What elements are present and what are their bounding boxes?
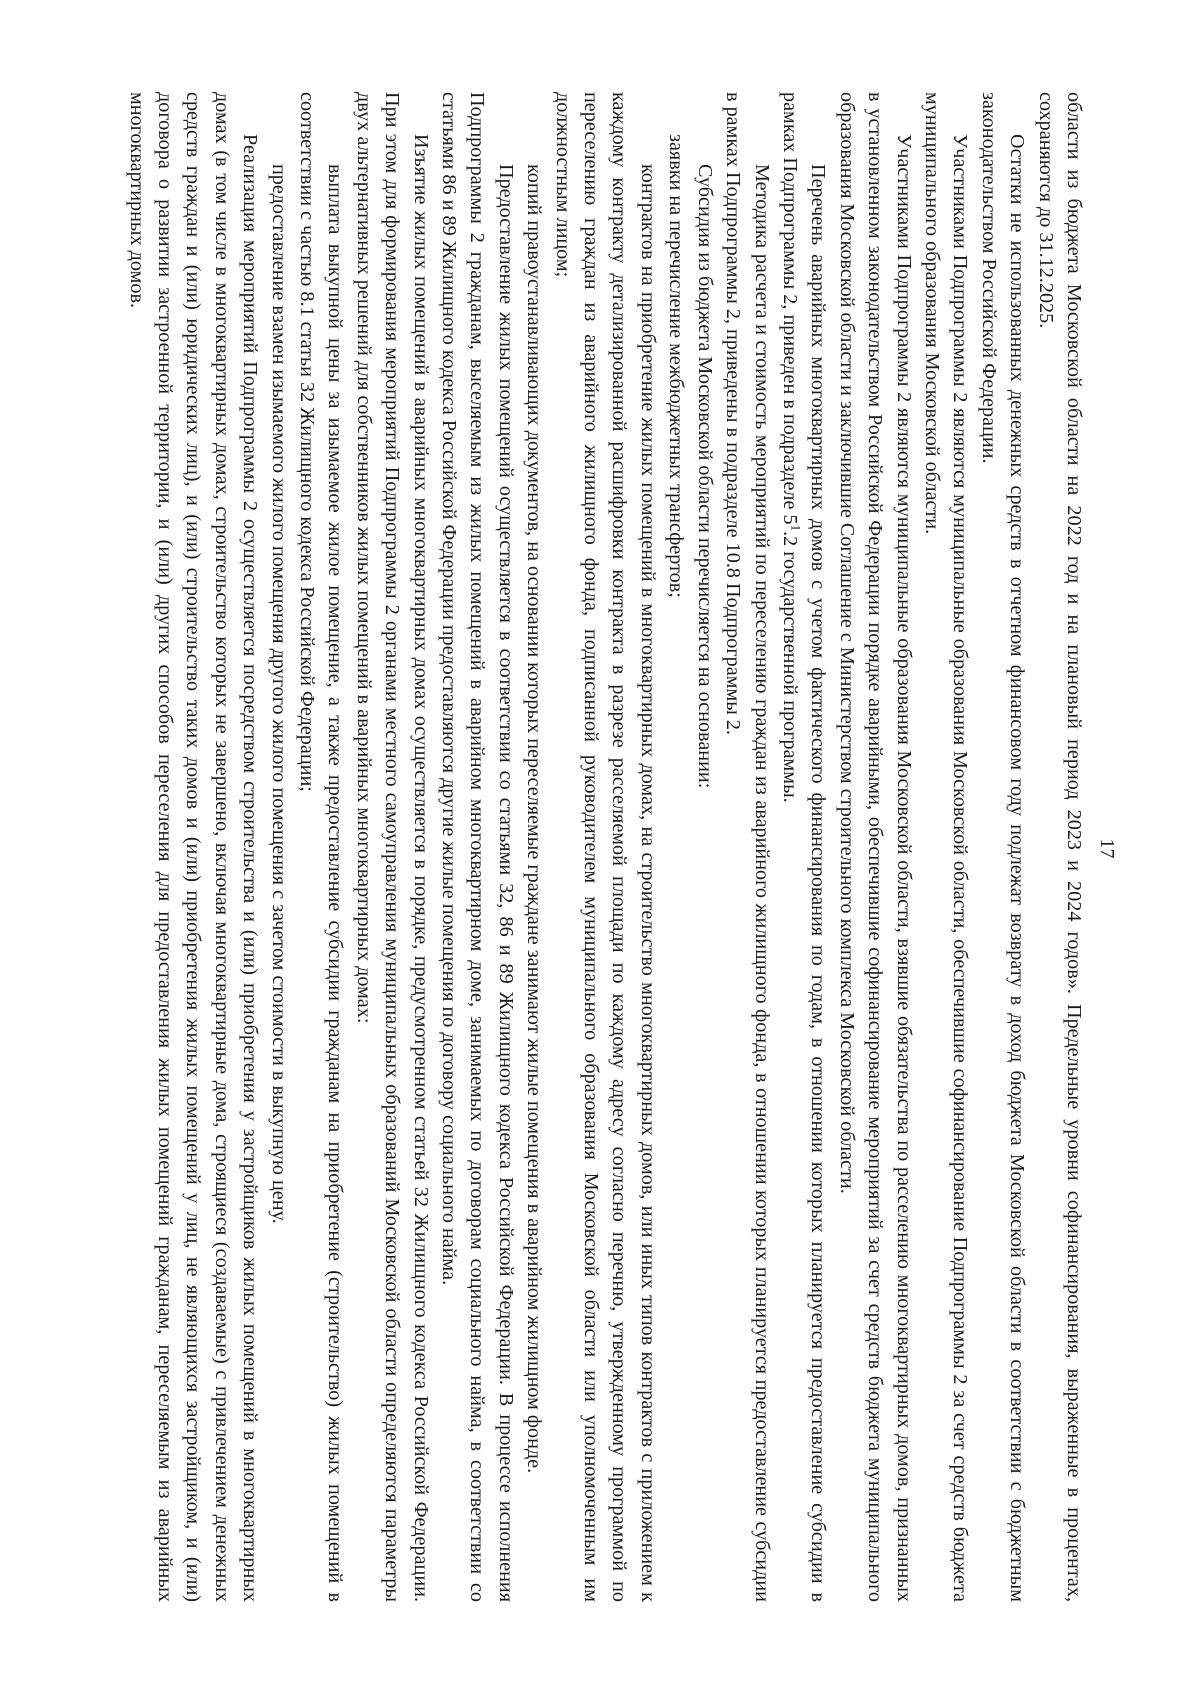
paragraph-implementation: Реализация мероприятий Подпрограммы 2 осуществляется посредством строительства и (или) приобретения у застройщиков жилых помещений в многоквартирных домах (в том числе в многоквартирных домах, строительство которых не завершено, включая многоквартирные дома, строящиеся (создаваемые) с привлечением денежных средств граждан и (или) юридических лиц), и (или) строительство таких домов и (или) приобретения жилых помещений у лиц, не являющихся застройщиком, и (или) договора о развитии застроенной территории, и (или) других способов переселения для предоставления жилых помещений гражданам, переселяемым из аварийных многоквартирных домов.	[125, 92, 262, 1602]
paragraph-cofinancing-levels: области из бюджета Московской области на 2022 год и на плановый период 2023 и 2024 годов». Предельные уровни софинансирования, выраженные в процентах, сохраняются до 31.12.2025.	[1034, 92, 1085, 1602]
paragraph-emergency-houses-list-pre: Перечень аварийных многоквартирных домов с учетом фактического финансирования по годам, в отношении которых планируется предоставление субсидии в рамках Подпрограммы 2, приведен в подразделе 5	[778, 92, 830, 1602]
list-item-redemption-payment: выплата выкупной цены за изымаемое жилое помещение, а также предоставление субсидии гражданам на приобретение (строительство) жилых помещений в соответствии с частью 8.1 статьи 32 Жилищного кодекса Российской Федерации;	[296, 92, 347, 1602]
list-item-applications: заявки на перечисление межбюджетных трансфертов;	[665, 134, 688, 598]
paragraph-emergency-houses-list	[776, 92, 833, 1602]
list-item-replacement-housing: предоставление взамен изымаемого жилого помещения другого жилого помещения с зачетом стоимости в выкупную цену.	[267, 164, 290, 1224]
paragraph-subsidy-basis: Субсидия из бюджета Московской области перечисляется на основании:	[693, 164, 716, 789]
paragraph-seizure: Изъятие жилых помещений в аварийных многоквартирных домах осуществляется в порядке, предусмотренном статьей 32 Жилищного кодекса Российской Федерации. При этом для формирования мероприятий Подпрограммы 2 органами местного самоуправления муниципальных образований Московской области определяются параметры двух альтернативных решений для собственников жилых помещений в аварийных многоквартирных домах:	[352, 92, 432, 1602]
paragraph-unused-funds: Остатки не использованных денежных средств в отчетном финансовом году подлежат возврату в доход бюджета Московской области в соответствии с бюджетным законодательством Российской Федерации.	[977, 92, 1029, 1602]
paragraph-methodology: Методика расчета и стоимость мероприятий по переселению граждан из аварийного жилищного фонда, в отношении которых планируется предоставление субсидии в рамках Подпрограммы 2, приведены в подразделе 10.8 Подпрограммы 2.	[722, 92, 773, 1602]
paragraph-emergency-houses-list-post: .2 государственной программы.	[778, 531, 801, 803]
paragraph-housing-provision: Предоставление жилых помещений осуществляется в соответствии со статьями 32, 86 и 89 Жилищного кодекса Российской Федерации. В процессе исполнения Подпрограммы 2 гражданам, выселяемым из жилых помещений в аварийном многоквартирном доме, занимаемых по договорам социального найма, в соответствии со статьями 86 и 89 Жилищного кодекса Российской Федерации предоставляются другие жилые помещения по договору социального найма.	[438, 92, 517, 1602]
superscript: 1	[788, 524, 804, 532]
document-body	[122, 92, 1088, 1602]
page-number: 17	[1096, 838, 1118, 859]
paragraph-participants-2: Участниками Подпрограммы 2 являются муниципальные образования Московской области, взявшие обязательства по расселению многоквартирных домов, признанных в установленном законодательством Российской Федерации порядке аварийными, обеспечившие софинансирование мероприятий за счет средств бюджета муниципального образования Московской области и заключившие Соглашение с Министерством строительного комплекса Московской области.	[835, 92, 915, 1602]
paragraph-participants-1: Участниками Подпрограммы 2 являются муниципальные образования Московской области, обеспечившие софинансирование Подпрограммы 2 за счет средств бюджета муниципального образования Московской области.	[920, 92, 972, 1602]
list-item-contracts: контрактов на приобретение жилых помещений в многоквартирных домах, на строительство многоквартирных домов, или иных типов контрактов с приложением к каждому контракту детализированной расшифровки контракта в разрезе расселяемой площади по каждому адресу согласно перечню, утвержденному программой по переселению граждан из аварийного жилищного фонда, подписанной руководителем муниципального образования Московской области или уполномоченным им должностным лицом;	[551, 92, 659, 1602]
list-item-documents: копий правоустанавливающих документов, на основании которых переселяемые граждане занимают жилые помещения в аварийном жилищном фонде.	[523, 164, 546, 1474]
